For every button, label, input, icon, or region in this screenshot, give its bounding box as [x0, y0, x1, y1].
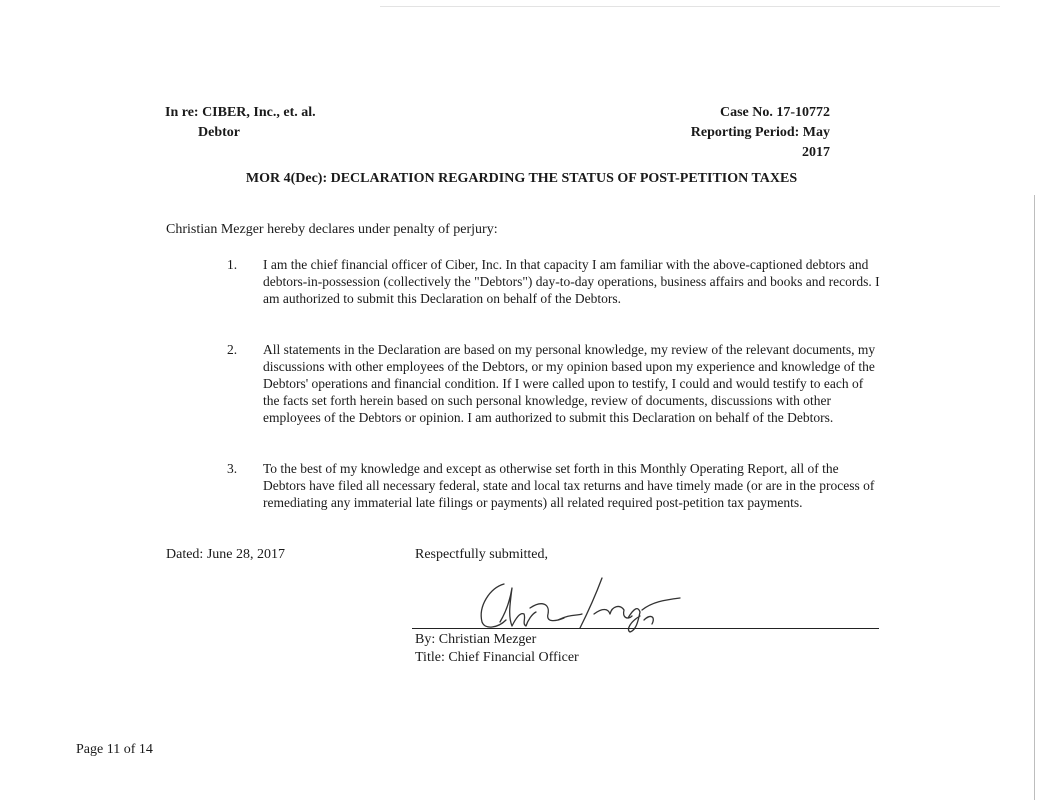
declaration-item	[227, 256, 882, 307]
declaration-item	[227, 341, 882, 426]
page-number: Page 11 of 14	[76, 742, 153, 757]
item-text: To the best of my knowledge and except as otherwise set forth in this Monthly Operating Report, all of the Debtors have filed all necessary federal, state and local tax returns and have timely made (or are in the process of remediating any immaterial late filings or payments) all related required post-petition tax payments.	[263, 461, 875, 510]
case-info	[672, 103, 830, 163]
item-number: 2.	[227, 342, 238, 357]
debtor-label: Debtor	[198, 125, 240, 140]
handwritten-signature	[470, 570, 690, 634]
declaration-item	[227, 460, 882, 511]
case-caption	[165, 103, 316, 143]
case-number: Case No. 17-10772	[719, 105, 830, 120]
item-number: 1.	[227, 257, 238, 272]
reporting-period: Reporting Period: May 2017	[690, 125, 830, 160]
document-title: MOR 4(Dec): DECLARATION REGARDING THE STATUS OF POST-PETITION TAXES	[245, 171, 798, 186]
item-text: All statements in the Declaration are based on my personal knowledge, my review of the relevant documents, my discussions with other employees of the Debtors, or my opinion based upon my experience and knowledge of the Debtors' operations and financial condition. If I were called upon to testify, I could and would testify to each of the facts set forth herein based on such personal knowledge, review of documents, discussions with other employees of the Debtors or opinion. I am authorized to submit this Declaration on behalf of the Debtors.	[263, 342, 876, 425]
item-number: 3.	[227, 461, 238, 476]
signatory-name: By: Christian Mezger	[415, 632, 537, 647]
in-re-line: In re: CIBER, Inc., et. al.	[165, 105, 316, 120]
signature-line	[412, 628, 879, 629]
respectfully-submitted: Respectfully submitted,	[415, 547, 548, 562]
dated-line: Dated: June 28, 2017	[166, 547, 285, 562]
scan-top-rule	[380, 6, 1000, 7]
item-text: I am the chief financial officer of Ciber, Inc. In that capacity I am familiar with the above-captioned debtors and debtors-in-possession (collectively the "Debtors") day-to-day operations, business affairs and books and records. I am authorized to submit this Declaration on behalf of the Debtors.	[263, 257, 880, 306]
signatory-title: Title: Chief Financial Officer	[415, 650, 579, 665]
signatory-block	[415, 631, 579, 667]
intro-statement: Christian Mezger hereby declares under penalty of perjury:	[166, 222, 498, 237]
scan-right-edge	[1034, 195, 1035, 800]
